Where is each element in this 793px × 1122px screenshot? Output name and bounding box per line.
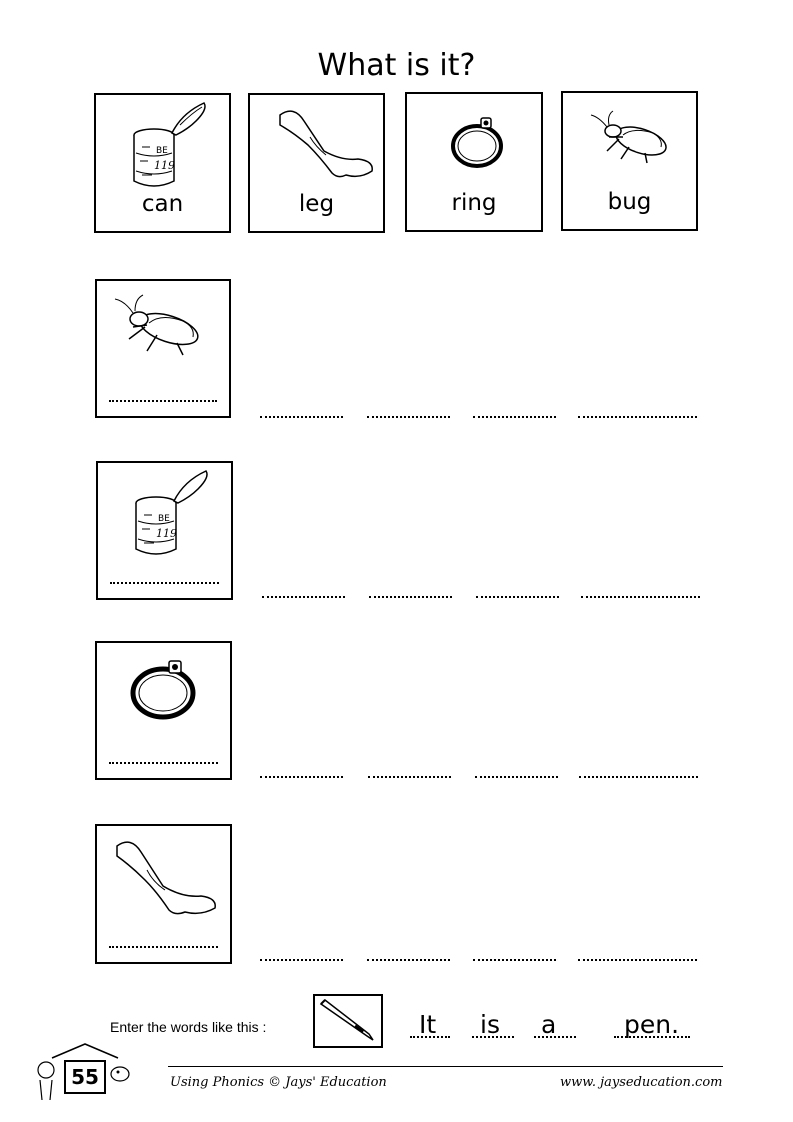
word-label-ring: ring [451, 190, 497, 216]
page-number: 55 [64, 1060, 106, 1094]
example-line [472, 1036, 514, 1038]
question-image-box [95, 824, 232, 964]
letter-line[interactable] [369, 596, 452, 598]
can-icon [96, 95, 233, 195]
example-word: It [419, 1010, 437, 1039]
page-title: What is it? [317, 48, 476, 83]
footer-divider [168, 1066, 723, 1067]
pen-icon [315, 996, 381, 1046]
letter-line[interactable] [581, 596, 700, 598]
example-instruction: Enter the words like this : [110, 1019, 267, 1035]
letter-line[interactable] [260, 416, 343, 418]
letter-line[interactable] [579, 776, 698, 778]
leg-icon [250, 95, 387, 195]
svg-text:119: 119 [156, 527, 177, 540]
ring-icon [407, 94, 545, 194]
example-line [534, 1036, 576, 1038]
word-card-can [94, 93, 231, 233]
letter-line[interactable] [578, 416, 697, 418]
example-image-box [313, 994, 383, 1048]
question-image-box [96, 461, 233, 600]
letter-line[interactable] [578, 959, 697, 961]
answer-write-line[interactable] [109, 946, 218, 948]
svg-text:119: 119 [154, 159, 175, 172]
question-image-box [95, 279, 231, 418]
word-card-leg [248, 93, 385, 233]
example-word: is [480, 1010, 500, 1039]
letter-line[interactable] [367, 416, 450, 418]
letter-line[interactable] [473, 416, 556, 418]
letter-line[interactable] [262, 596, 345, 598]
footer-copyright: Using Phonics © Jays' Education [170, 1075, 387, 1090]
letter-line[interactable] [475, 776, 558, 778]
bug-icon [563, 93, 700, 193]
question-image-box [95, 641, 232, 780]
svg-text:BE: BE [156, 146, 168, 156]
example-word: a [541, 1010, 557, 1039]
letter-line[interactable] [260, 776, 343, 778]
example-word: pen. [624, 1010, 680, 1039]
svg-text:BE: BE [158, 514, 170, 524]
word-card-bug [561, 91, 698, 231]
footer-website: www. jayseducation.com [560, 1075, 723, 1090]
letter-line[interactable] [367, 959, 450, 961]
word-label-leg: leg [298, 191, 335, 217]
example-line [410, 1036, 450, 1038]
answer-write-line[interactable] [109, 400, 217, 402]
letter-line[interactable] [368, 776, 451, 778]
letter-line[interactable] [476, 596, 559, 598]
bug-icon [97, 281, 233, 381]
letter-line[interactable] [473, 959, 556, 961]
answer-write-line[interactable] [110, 582, 219, 584]
word-label-bug: bug [607, 189, 652, 215]
letter-line[interactable] [260, 959, 343, 961]
word-card-ring [405, 92, 543, 232]
ring-icon [97, 643, 234, 743]
leg-icon [97, 826, 234, 926]
example-line [614, 1036, 690, 1038]
word-label-can: can [141, 191, 184, 217]
answer-write-line[interactable] [109, 762, 218, 764]
can-icon [98, 463, 235, 563]
